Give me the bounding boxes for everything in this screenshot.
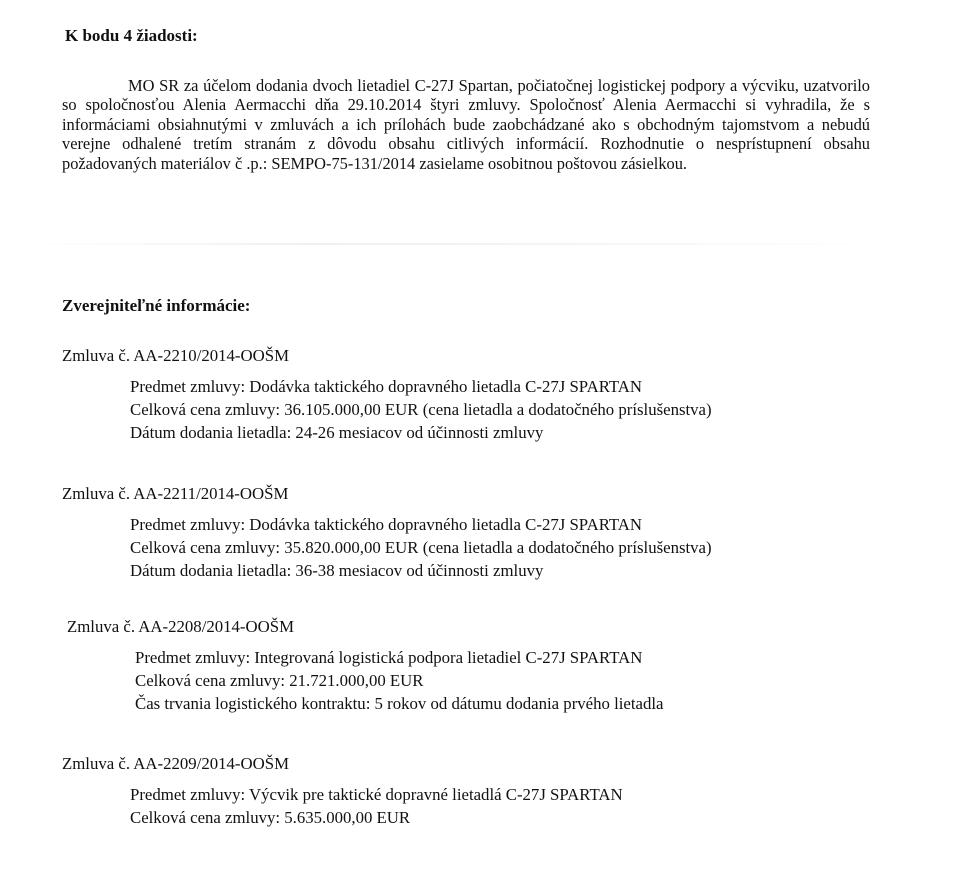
contract-subject: Predmet zmluvy: Integrovaná logistická podpora lietadiel C-27J SPARTAN bbox=[135, 648, 643, 667]
intro-paragraph: MO SR za účelom dodania dvoch lietadiel C-27J Spartan, počiatočnej logistickej podpory a výcviku, uzatvorilo so spoločnosťou Alenia Aermacchi dňa 29.10.2014 štyri zmluvy. Spoločnosť Alenia Aermacchi si vyhradila, že s informáciami obsiahnutými v zmluvách a ich prílohách bude zaobchádzané ako s obchodným tajomstvom a nebudú verejne odhalené tretím stranám z dôvodu obsahu citlivých informácií. Rozhodnutie o nesprístupnení obsahu požadovaných materiálov č .p.: SEMPO-75-131/2014 zasielame osobitnou poštovou zásielkou. bbox=[62, 76, 870, 173]
contract-details bbox=[130, 513, 712, 582]
contract-duration: Čas trvania logistického kontraktu: 5 rokov od dátumu dodania prvého lietadla bbox=[135, 694, 664, 713]
contract-details bbox=[130, 375, 712, 444]
contract-details bbox=[135, 646, 664, 715]
contract-delivery: Dátum dodania lietadla: 36-38 mesiacov od účinnosti zmluvy bbox=[130, 561, 544, 580]
contract-title: Zmluva č. AA-2208/2014-OOŠM bbox=[67, 617, 294, 636]
contract-price: Celková cena zmluvy: 5.635.000,00 EUR bbox=[130, 808, 411, 827]
document-heading: K bodu 4 žiadosti: bbox=[65, 26, 198, 45]
scan-divider bbox=[20, 243, 890, 245]
contract-block bbox=[67, 617, 664, 715]
contract-price: Celková cena zmluvy: 35.820.000,00 EUR (cena lietadla a dodatočného príslušenstva) bbox=[130, 538, 712, 557]
contract-subject: Predmet zmluvy: Dodávka taktického dopravného lietadla C-27J SPARTAN bbox=[130, 377, 643, 396]
contract-title: Zmluva č. AA-2211/2014-OOŠM bbox=[62, 484, 289, 503]
contract-delivery: Dátum dodania lietadla: 24-26 mesiacov od účinnosti zmluvy bbox=[130, 423, 544, 442]
contract-price: Celková cena zmluvy: 21.721.000,00 EUR bbox=[135, 671, 424, 690]
contract-details bbox=[130, 783, 623, 829]
contract-block bbox=[62, 346, 712, 444]
contract-title: Zmluva č. AA-2209/2014-OOŠM bbox=[62, 754, 289, 773]
contract-block bbox=[62, 484, 712, 582]
section-title: Zverejniteľné informácie: bbox=[62, 296, 251, 315]
contract-subject: Predmet zmluvy: Výcvik pre taktické dopravné lietadlá C-27J SPARTAN bbox=[130, 785, 623, 804]
contract-title: Zmluva č. AA-2210/2014-OOŠM bbox=[62, 346, 289, 365]
contract-subject: Predmet zmluvy: Dodávka taktického dopravného lietadla C-27J SPARTAN bbox=[130, 515, 643, 534]
contract-block bbox=[62, 754, 623, 829]
contract-price: Celková cena zmluvy: 36.105.000,00 EUR (cena lietadla a dodatočného príslušenstva) bbox=[130, 400, 712, 419]
